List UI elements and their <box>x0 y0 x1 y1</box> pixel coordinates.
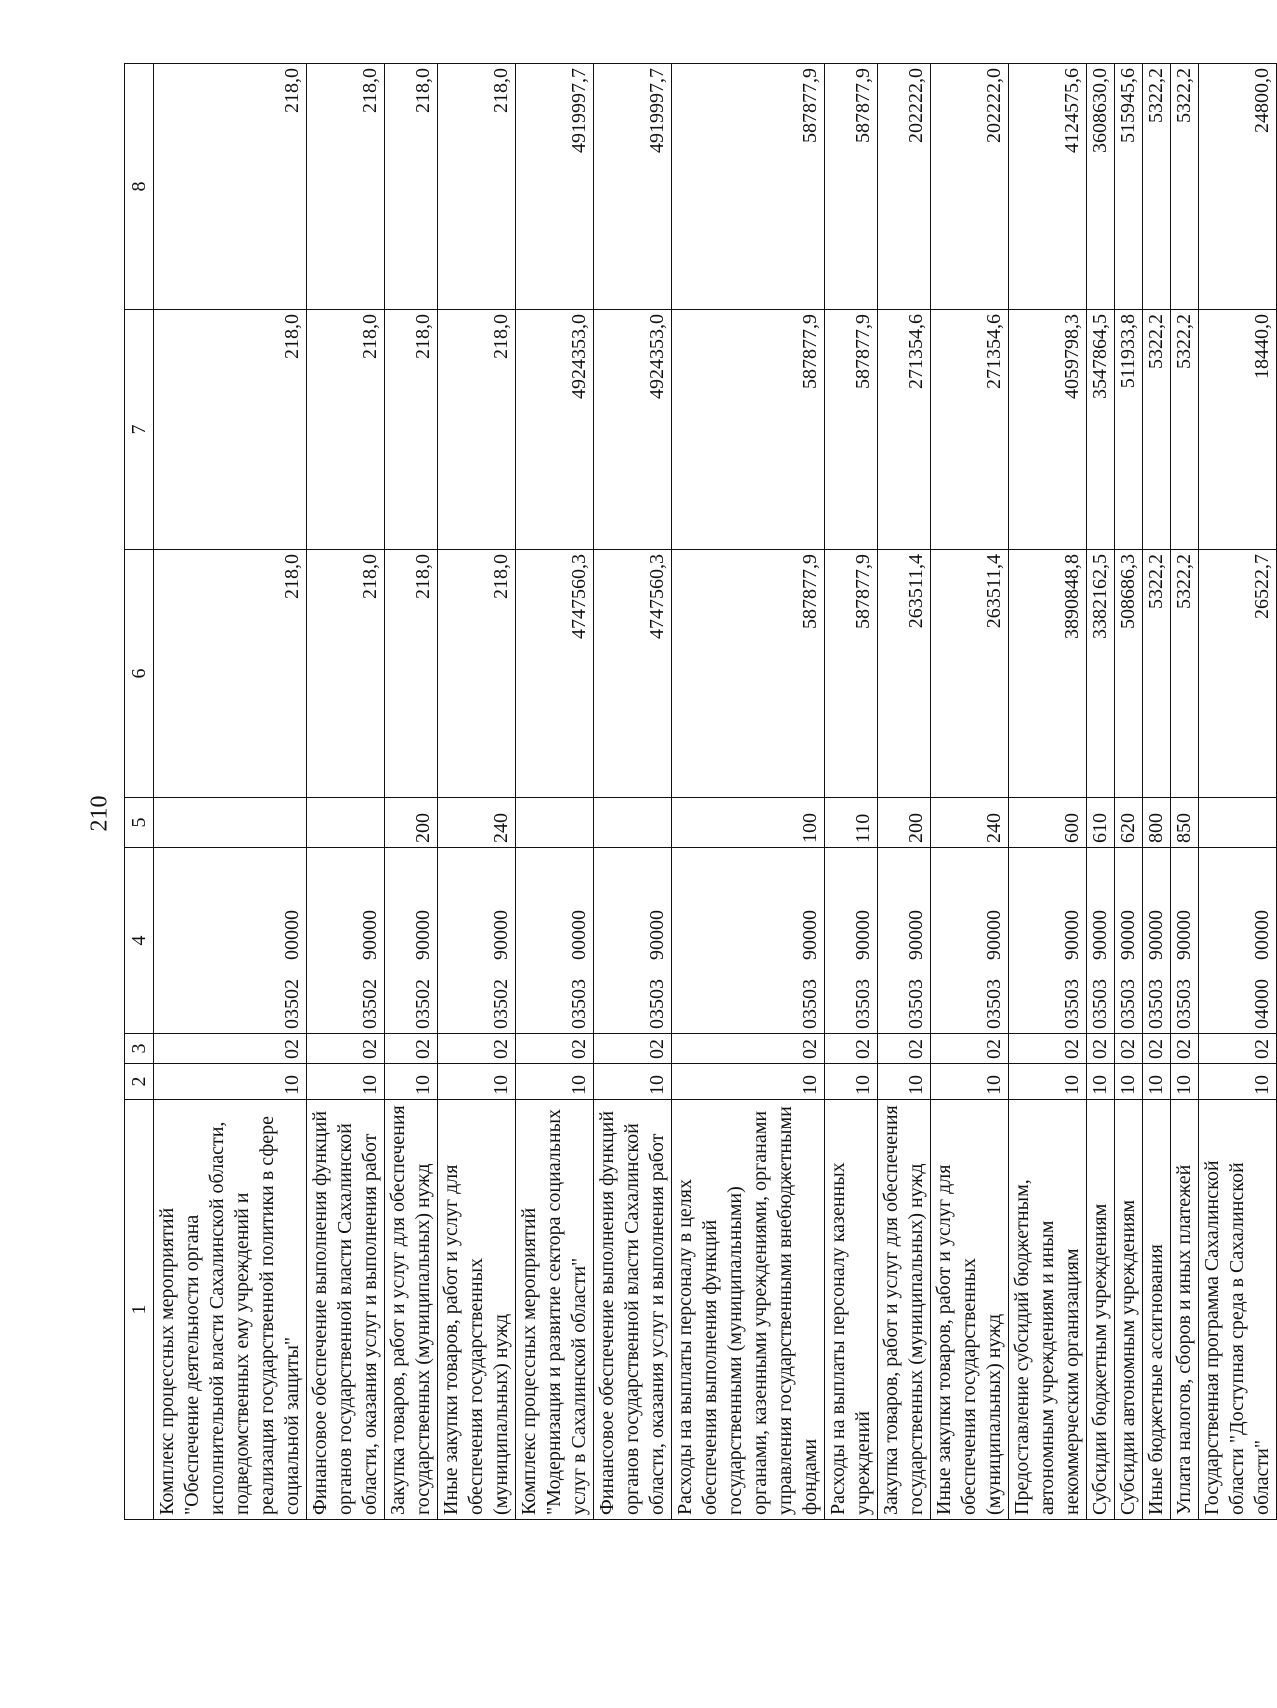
table-row <box>1009 64 1087 1520</box>
cell-target-article: 03502 00000 <box>154 848 307 1034</box>
cell-expense-type <box>307 798 385 848</box>
cell-subsection: 02 <box>1199 1034 1277 1064</box>
cell-name: Субсидии бюджетным учреждениям <box>1087 1100 1115 1520</box>
cell-name: Расходы на выплаты персоналу в целях обеспечения выполнения функций государственными (муниципальными) органами, казенными учреждениями, органами управления государственными внебюджетными фондами <box>672 1100 825 1520</box>
cell-expense-type: 110 <box>825 798 878 848</box>
cell-subsection: 02 <box>438 1034 516 1064</box>
cell-target-article: 03503 90000 <box>1171 848 1199 1034</box>
cell-amount-col8: 4124575,6 <box>1009 64 1087 310</box>
cell-expense-type <box>594 798 672 848</box>
cell-subsection: 02 <box>878 1034 931 1064</box>
cell-amount-col6: 218,0 <box>154 550 307 798</box>
cell-target-article: 03503 90000 <box>931 848 1009 1034</box>
cell-amount-col7: 4059798,3 <box>1009 310 1087 550</box>
cell-subsection: 02 <box>307 1034 385 1064</box>
cell-expense-type: 850 <box>1171 798 1199 848</box>
cell-amount-col7: 4924353,0 <box>594 310 672 550</box>
table-row <box>438 64 516 1520</box>
table-row <box>307 64 385 1520</box>
cell-section: 10 <box>672 1064 825 1100</box>
cell-amount-col6: 4747560,3 <box>594 550 672 798</box>
budget-table <box>124 63 1277 1520</box>
cell-expense-type: 240 <box>931 798 1009 848</box>
header-row <box>125 64 154 1520</box>
cell-section: 10 <box>931 1064 1009 1100</box>
cell-target-article: 03503 90000 <box>825 848 878 1034</box>
cell-subsection: 02 <box>672 1034 825 1064</box>
cell-amount-col8: 24800,0 <box>1199 64 1277 310</box>
cell-name: Комплекс процессных мероприятий "Модернизация и развитие сектора социальных услуг в Сахалинской области" <box>516 1100 594 1520</box>
cell-amount-col7: 18440,0 <box>1199 310 1277 550</box>
cell-amount-col8: 515945,6 <box>1115 64 1143 310</box>
cell-subsection: 02 <box>931 1034 1009 1064</box>
cell-section: 10 <box>825 1064 878 1100</box>
cell-amount-col8: 4919997,7 <box>516 64 594 310</box>
cell-section: 10 <box>307 1064 385 1100</box>
table-row <box>1087 64 1115 1520</box>
cell-section: 10 <box>878 1064 931 1100</box>
cell-amount-col6: 218,0 <box>307 550 385 798</box>
cell-amount-col6: 5322,2 <box>1171 550 1199 798</box>
cell-expense-type: 620 <box>1115 798 1143 848</box>
table-row <box>1115 64 1143 1520</box>
cell-target-article: 03502 90000 <box>385 848 438 1034</box>
cell-amount-col6: 263511,4 <box>878 550 931 798</box>
cell-section: 10 <box>385 1064 438 1100</box>
page-number: 210 <box>86 795 113 832</box>
cell-amount-col6: 587877,9 <box>825 550 878 798</box>
cell-section: 10 <box>1199 1064 1277 1100</box>
cell-expense-type: 200 <box>385 798 438 848</box>
cell-amount-col6: 263511,4 <box>931 550 1009 798</box>
table-row <box>385 64 438 1520</box>
table-row <box>672 64 825 1520</box>
header-cell: 4 <box>125 848 154 1034</box>
table-row <box>825 64 878 1520</box>
cell-amount-col7: 218,0 <box>438 310 516 550</box>
cell-amount-col8: 587877,9 <box>825 64 878 310</box>
cell-target-article: 03503 90000 <box>1143 848 1171 1034</box>
cell-target-article: 03503 90000 <box>672 848 825 1034</box>
cell-amount-col7: 5322,2 <box>1171 310 1199 550</box>
cell-amount-col8: 202222,0 <box>931 64 1009 310</box>
table-row <box>931 64 1009 1520</box>
cell-amount-col8: 218,0 <box>307 64 385 310</box>
cell-amount-col6: 587877,9 <box>672 550 825 798</box>
table-row <box>1171 64 1199 1520</box>
cell-subsection: 02 <box>1115 1034 1143 1064</box>
cell-section: 10 <box>594 1064 672 1100</box>
cell-subsection: 02 <box>1171 1034 1199 1064</box>
table-row <box>594 64 672 1520</box>
cell-section: 10 <box>516 1064 594 1100</box>
table-row <box>878 64 931 1520</box>
cell-target-article: 04000 00000 <box>1199 848 1277 1034</box>
cell-target-article: 03503 00000 <box>516 848 594 1034</box>
cell-section: 10 <box>1087 1064 1115 1100</box>
cell-amount-col8: 5322,2 <box>1171 64 1199 310</box>
cell-amount-col8: 4919997,7 <box>594 64 672 310</box>
cell-section: 10 <box>1171 1064 1199 1100</box>
cell-subsection: 02 <box>825 1034 878 1064</box>
cell-expense-type: 800 <box>1143 798 1171 848</box>
cell-name: Комплекс процессных мероприятий "Обеспечение деятельности органа исполнительной власти Сахалинской области, подведомственных ему учреждений и реализация государственной политики в сфере социальной защиты" <box>154 1100 307 1520</box>
cell-amount-col6: 4747560,3 <box>516 550 594 798</box>
header-cell: 8 <box>125 64 154 310</box>
cell-amount-col7: 218,0 <box>385 310 438 550</box>
header-cell: 3 <box>125 1034 154 1064</box>
cell-name: Расходы на выплаты персоналу казенных учреждений <box>825 1100 878 1520</box>
header-cell: 6 <box>125 550 154 798</box>
cell-amount-col7: 587877,9 <box>672 310 825 550</box>
table-row <box>154 64 307 1520</box>
cell-amount-col6: 3382162,5 <box>1087 550 1115 798</box>
cell-expense-type: 100 <box>672 798 825 848</box>
cell-amount-col8: 587877,9 <box>672 64 825 310</box>
cell-target-article: 03502 90000 <box>438 848 516 1034</box>
cell-expense-type: 610 <box>1087 798 1115 848</box>
cell-subsection: 02 <box>1087 1034 1115 1064</box>
cell-amount-col6: 218,0 <box>385 550 438 798</box>
cell-target-article: 03503 90000 <box>1087 848 1115 1034</box>
cell-name: Закупка товаров, работ и услуг для обеспечения государственных (муниципальных) нужд <box>385 1100 438 1520</box>
header-cell: 5 <box>125 798 154 848</box>
header-cell: 7 <box>125 310 154 550</box>
cell-amount-col8: 218,0 <box>438 64 516 310</box>
cell-section: 10 <box>1009 1064 1087 1100</box>
cell-amount-col8: 218,0 <box>385 64 438 310</box>
cell-amount-col8: 202222,0 <box>878 64 931 310</box>
cell-amount-col8: 218,0 <box>154 64 307 310</box>
cell-amount-col6: 218,0 <box>438 550 516 798</box>
cell-subsection: 02 <box>154 1034 307 1064</box>
cell-subsection: 02 <box>594 1034 672 1064</box>
cell-target-article: 03503 90000 <box>878 848 931 1034</box>
table-row <box>516 64 594 1520</box>
cell-section: 10 <box>438 1064 516 1100</box>
cell-section: 10 <box>154 1064 307 1100</box>
budget-table-container <box>124 64 1273 1520</box>
cell-expense-type <box>516 798 594 848</box>
cell-target-article: 03503 90000 <box>1009 848 1087 1034</box>
header-cell: 1 <box>125 1100 154 1520</box>
cell-expense-type <box>154 798 307 848</box>
cell-amount-col7: 587877,9 <box>825 310 878 550</box>
cell-name: Закупка товаров, работ и услуг для обеспечения государственных (муниципальных) нужд <box>878 1100 931 1520</box>
cell-target-article: 03503 90000 <box>594 848 672 1034</box>
cell-name: Финансовое обеспечение выполнения функций органов государственной власти Сахалинской области, оказания услуг и выполнения работ <box>307 1100 385 1520</box>
cell-name: Иные закупки товаров, работ и услуг для обеспечения государственных (муниципальных) нужд <box>931 1100 1009 1520</box>
cell-amount-col8: 3608630,0 <box>1087 64 1115 310</box>
cell-expense-type: 200 <box>878 798 931 848</box>
header-cell: 2 <box>125 1064 154 1100</box>
cell-name: Государственная программа Сахалинской области "Доступная среда в Сахалинской области" <box>1199 1100 1277 1520</box>
table-row <box>1199 64 1277 1520</box>
cell-amount-col7: 271354,6 <box>878 310 931 550</box>
cell-amount-col7: 5322,2 <box>1143 310 1171 550</box>
cell-subsection: 02 <box>516 1034 594 1064</box>
cell-section: 10 <box>1143 1064 1171 1100</box>
cell-amount-col7: 218,0 <box>307 310 385 550</box>
cell-subsection: 02 <box>1143 1034 1171 1064</box>
cell-name: Финансовое обеспечение выполнения функций органов государственной власти Сахалинской области, оказания услуг и выполнения работ <box>594 1100 672 1520</box>
cell-amount-col7: 218,0 <box>154 310 307 550</box>
table-row <box>1143 64 1171 1520</box>
cell-target-article: 03503 90000 <box>1115 848 1143 1034</box>
cell-subsection: 02 <box>1009 1034 1087 1064</box>
cell-amount-col6: 5322,2 <box>1143 550 1171 798</box>
cell-name: Иные закупки товаров, работ и услуг для обеспечения государственных (муниципальных) нужд <box>438 1100 516 1520</box>
cell-target-article: 03502 90000 <box>307 848 385 1034</box>
cell-amount-col6: 26522,7 <box>1199 550 1277 798</box>
cell-expense-type <box>1199 798 1277 848</box>
cell-amount-col6: 3890848,8 <box>1009 550 1087 798</box>
cell-amount-col6: 508686,3 <box>1115 550 1143 798</box>
cell-name: Предоставление субсидий бюджетным, автономным учреждениям и иным некоммерческим организациям <box>1009 1100 1087 1520</box>
cell-amount-col7: 4924353,0 <box>516 310 594 550</box>
cell-name: Субсидии автономным учреждениям <box>1115 1100 1143 1520</box>
cell-expense-type: 600 <box>1009 798 1087 848</box>
cell-section: 10 <box>1115 1064 1143 1100</box>
cell-amount-col7: 511933,8 <box>1115 310 1143 550</box>
cell-amount-col8: 5322,2 <box>1143 64 1171 310</box>
cell-amount-col7: 271354,6 <box>931 310 1009 550</box>
cell-expense-type: 240 <box>438 798 516 848</box>
table-body <box>154 64 1277 1520</box>
cell-name: Уплата налогов, сборов и иных платежей <box>1171 1100 1199 1520</box>
cell-subsection: 02 <box>385 1034 438 1064</box>
cell-amount-col7: 3547864,5 <box>1087 310 1115 550</box>
cell-name: Иные бюджетные ассигнования <box>1143 1100 1171 1520</box>
